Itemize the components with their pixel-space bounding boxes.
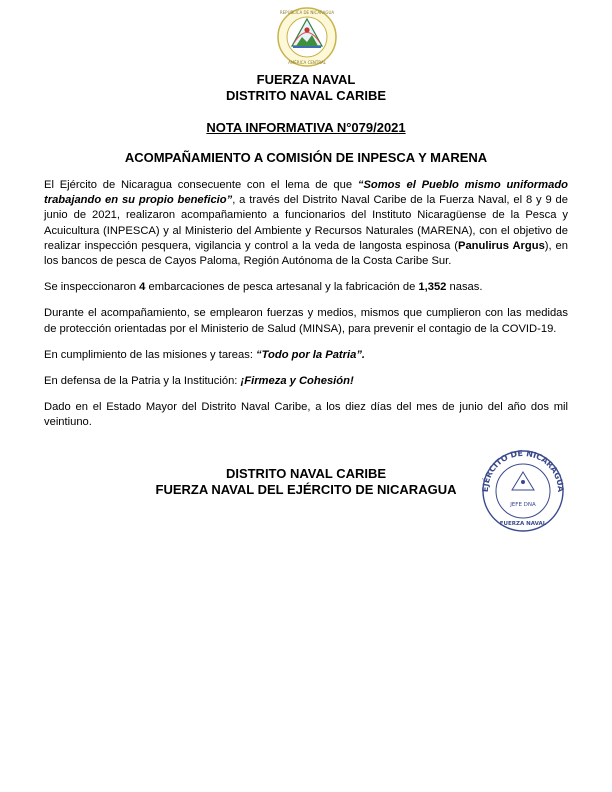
coat-of-arms-seal	[276, 6, 338, 68]
paragraph-1: El Ejército de Nicaragua consecuente con el lema de que “Somos el Pueblo mismo uniformado trabajando en su propio beneficio”, a través del Distrito Naval Caribe de la Fuerza Naval, el 8 y 9 de junio de 2021, realizaron acompañamiento a funcionarios del Instituto Nicaragüense de la Pesca y Acuicultura (INPESCA) y al Ministerio del Ambiente y Recursos Naturales (MARENA), con el objetivo de realizar inspección pesquera, vigilancia y control a la veda de langosta espinosa (Panulirus Argus), en los bancos de pesca de Cayos Paloma, Región Autónoma de la Costa Caribe Sur.	[44, 179, 568, 268]
signature-line-1: DISTRITO NAVAL CARIBE	[225, 466, 387, 481]
svg-text:REPÚBLICA DE NICARAGUA: REPÚBLICA DE NICARAGUA	[279, 10, 335, 15]
motto-quote: “Somos el Pueblo mismo uniformado trabajando en su propio beneficio”	[44, 179, 568, 207]
paragraph-2: Se inspeccionaron 4 embarcaciones de pesca artesanal y la fabricación de 1,352 nasas.	[44, 281, 483, 294]
signature-line-2: FUERZA NAVAL DEL EJÉRCITO DE NICARAGUA	[155, 482, 457, 497]
paragraph-3: Durante el acompañamiento, se emplearon fuerzas y medios, mismos que cumplieron con las medidas de protección orientadas por el Ministerio de Salud (MINSA), para prevenir el contagio de la COVID-19.	[44, 307, 568, 335]
boats-count: 4	[139, 281, 146, 294]
svg-text:AMÉRICA CENTRAL: AMÉRICA CENTRAL	[288, 60, 326, 65]
document-title: NOTA INFORMATIVA N°079/2021	[206, 120, 406, 135]
paragraph-5: En defensa de la Patria y la Institución: ¡Firmeza y Cohesión!	[44, 375, 354, 388]
document-body	[44, 178, 568, 442]
paragraph-6: Dado en el Estado Mayor del Distrito Naval Caribe, a los diez días del mes de junio del año dos mil veintiuno.	[44, 401, 568, 429]
svg-text:JEFE DNA: JEFE DNA	[510, 502, 536, 508]
defense-motto: ¡Firmeza y Cohesión!	[240, 375, 354, 388]
district-name: DISTRITO NAVAL CARIBE	[225, 88, 387, 103]
svg-text:EJÉRCITO DE NICARAGUA: EJÉRCITO DE NICARAGUA	[480, 448, 566, 493]
institution-name: FUERZA NAVAL	[256, 72, 356, 87]
species-name: Panulirus Argus	[457, 239, 545, 252]
mission-motto: “Todo por la Patria”.	[256, 348, 366, 361]
official-stamp	[474, 448, 572, 534]
document-subtitle: ACOMPAÑAMIENTO A COMISIÓN DE INPESCA Y MARENA	[124, 150, 488, 165]
paragraph-4: En cumplimiento de las misiones y tareas: “Todo por la Patria”.	[44, 348, 366, 361]
traps-count: 1,352	[418, 281, 447, 294]
svg-text:FUERZA NAVAL: FUERZA NAVAL	[499, 521, 547, 527]
